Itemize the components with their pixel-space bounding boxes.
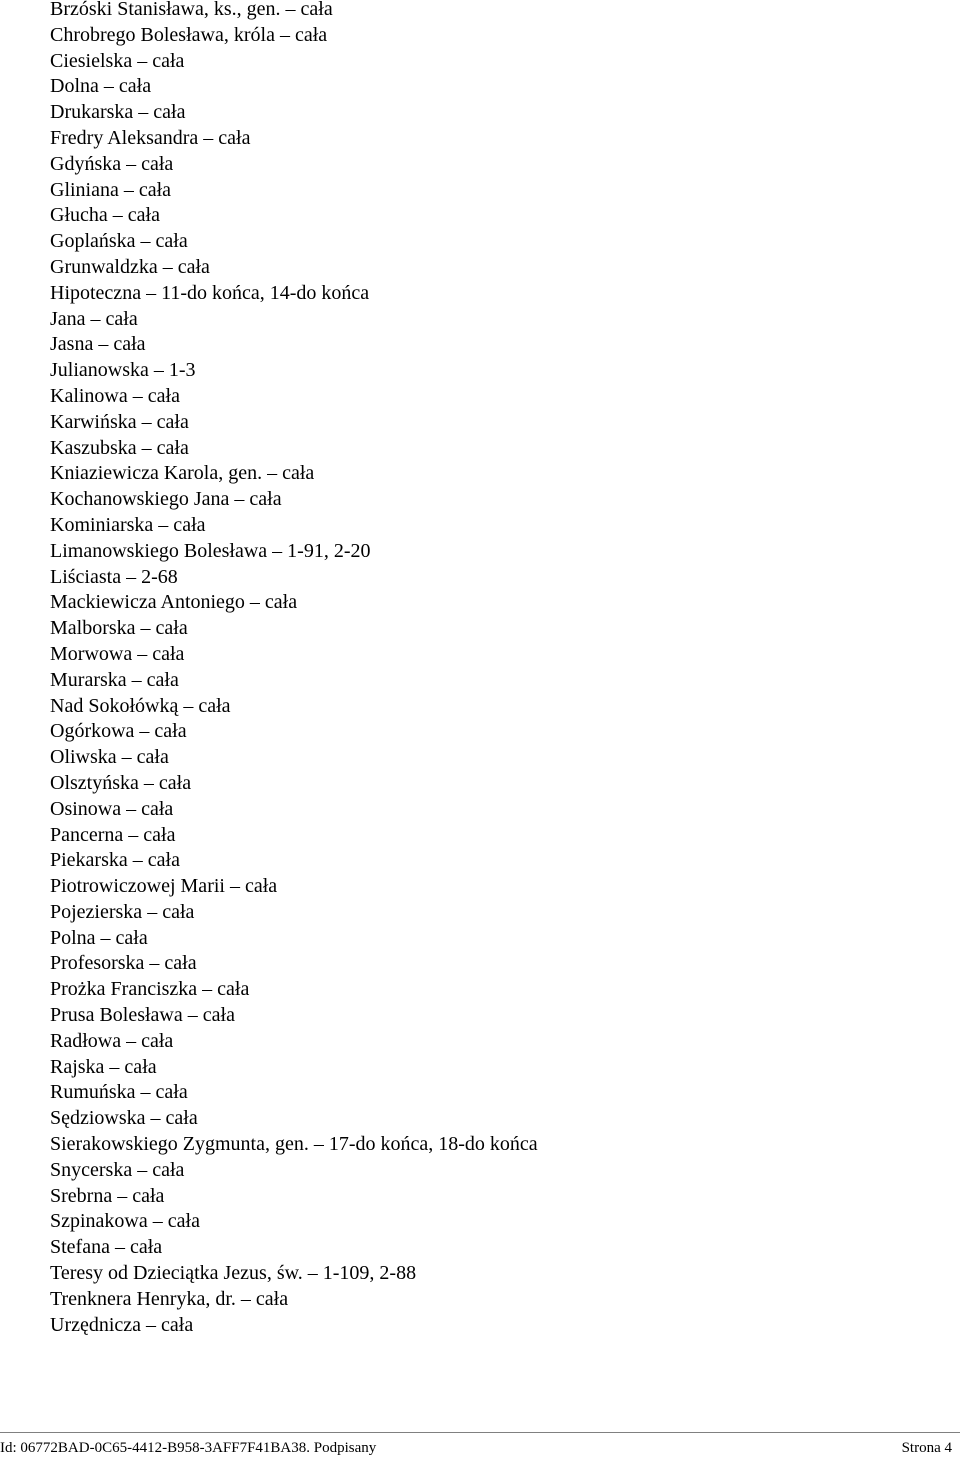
street-entry: Gdyńska – cała <box>50 152 174 175</box>
street-entry: Fredry Aleksandra – cała <box>50 126 251 149</box>
street-entry: Hipoteczna – 11-do końca, 14-do końca <box>50 281 370 304</box>
street-entry: Stefana – cała <box>50 1236 163 1259</box>
street-entry: Piekarska – cała <box>50 849 180 872</box>
street-entry: Jana – cała <box>50 307 138 330</box>
street-entry: Radłowa – cała <box>50 1029 174 1052</box>
street-entry: Pancerna – cała <box>50 823 176 846</box>
street-entry: Piotrowiczowej Marii – cała <box>50 875 278 898</box>
street-entry: Profesorska – cała <box>50 952 197 975</box>
street-entry: Kochanowskiego Jana – cała <box>50 488 282 511</box>
street-entry: Jasna – cała <box>50 333 146 356</box>
street-entry: Oliwska – cała <box>50 746 169 769</box>
street-entry: Kaszubska – cała <box>50 436 189 459</box>
street-entry: Polna – cała <box>50 926 148 949</box>
street-entry: Limanowskiego Bolesława – 1-91, 2-20 <box>50 539 371 562</box>
street-entry: Rumuńska – cała <box>50 1081 188 1104</box>
street-entry: Głucha – cała <box>50 204 160 227</box>
street-entry: Morwowa – cała <box>50 642 185 665</box>
street-entry: Julianowska – 1-3 <box>50 359 196 382</box>
street-entry: Dolna – cała <box>50 75 152 98</box>
street-entry: Chrobrego Bolesława, króla – cała <box>50 23 328 46</box>
street-entry: Snycerska – cała <box>50 1158 185 1181</box>
street-list <box>50 0 538 1338</box>
street-entry: Ciesielska – cała <box>50 49 185 72</box>
street-entry: Prusa Bolesława – cała <box>50 1004 235 1027</box>
street-entry: Urzędnicza – cała <box>50 1313 194 1336</box>
street-entry: Mackiewicza Antoniego – cała <box>50 591 298 614</box>
street-entry: Murarska – cała <box>50 668 179 691</box>
street-entry: Drukarska – cała <box>50 101 186 124</box>
street-entry: Trenknera Henryka, dr. – cała <box>50 1287 289 1310</box>
street-entry: Karwińska – cała <box>50 410 189 433</box>
street-entry: Goplańska – cała <box>50 230 188 253</box>
street-entry: Kniaziewicza Karola, gen. – cała <box>50 462 315 485</box>
street-entry: Kalinowa – cała <box>50 384 180 407</box>
street-entry: Szpinakowa – cała <box>50 1210 200 1233</box>
street-entry: Pojezierska – cała <box>50 900 195 923</box>
street-entry: Ogórkowa – cała <box>50 720 187 743</box>
street-entry: Malborska – cała <box>50 617 188 640</box>
street-entry: Prożka Franciszka – cała <box>50 978 250 1001</box>
street-entry: Gliniana – cała <box>50 178 172 201</box>
street-entry: Rajska – cała <box>50 1055 157 1078</box>
street-entry: Grunwaldzka – cała <box>50 255 210 278</box>
street-entry: Sędziowska – cała <box>50 1107 198 1130</box>
street-entry: Srebrna – cała <box>50 1184 165 1207</box>
street-entry: Sierakowskiego Zygmunta, gen. – 17-do końca, 18-do końca <box>50 1133 538 1156</box>
street-entry: Kominiarska – cała <box>50 513 206 536</box>
page-number: Strona 4 <box>901 1440 952 1456</box>
street-entry: Osinowa – cała <box>50 797 174 820</box>
street-entry: Nad Sokołówką – cała <box>50 694 231 717</box>
street-entry: Brzóski Stanisława, ks., gen. – cała <box>50 0 333 20</box>
street-entry: Liściasta – 2-68 <box>50 565 178 588</box>
document-id: Id: 06772BAD-0C65-4412-B958-3AFF7F41BA38. Podpisany <box>0 1440 377 1456</box>
street-entry: Olsztyńska – cała <box>50 771 192 794</box>
footer-divider <box>0 1432 960 1433</box>
street-entry: Teresy od Dzieciątka Jezus, św. – 1-109, 2-88 <box>50 1262 417 1285</box>
